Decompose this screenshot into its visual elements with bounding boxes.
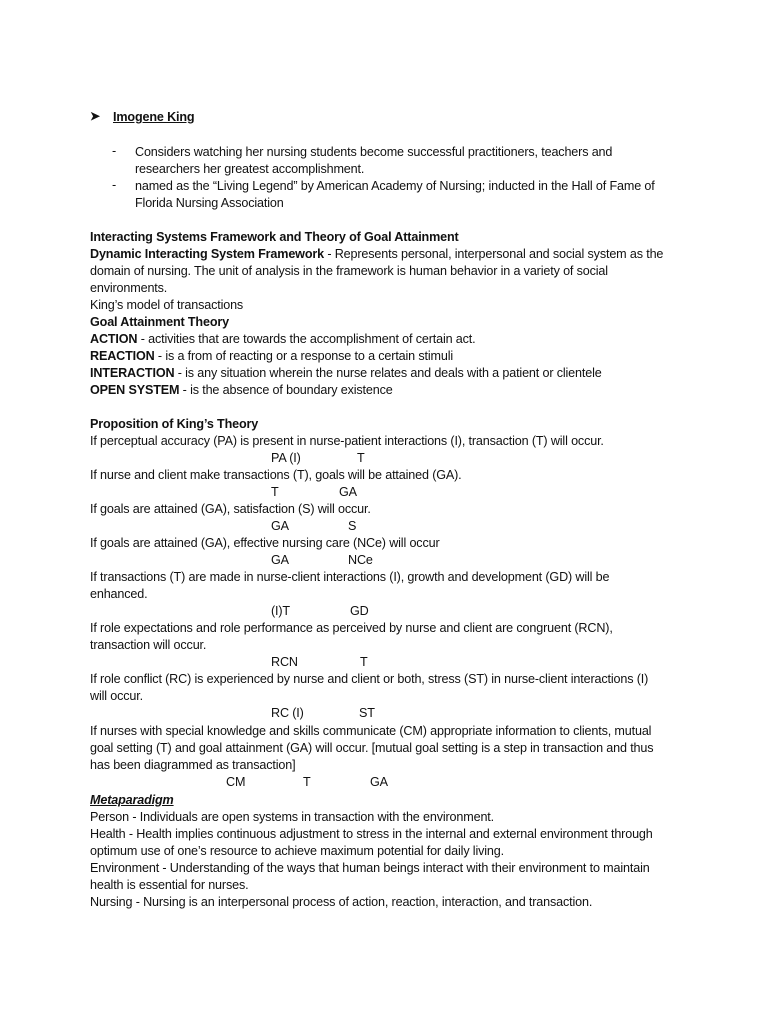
proposition-symbol: GA [271, 553, 289, 567]
metaparadigm-line: Person - Individuals are open systems in transaction with the environment. [90, 810, 495, 824]
term-definition: - activities that are towards the accomplishment of certain act. [137, 332, 476, 346]
proposition-line: If nurse and client make transactions (T), goals will be attained (GA). [90, 468, 462, 482]
proposition-symbol: T [271, 485, 279, 499]
term-definition: - is the absence of boundary existence [179, 383, 393, 397]
term-label: OPEN SYSTEM [90, 383, 180, 397]
metaparadigm-line: Nursing - Nursing is an interpersonal process of action, reaction, interaction, and transaction. [90, 895, 593, 909]
metaparadigm-line: optimum use of one’s resource to achieve maximum potential for daily living. [90, 844, 504, 858]
metaparadigm-line: Environment - Understanding of the ways that human beings interact with their environment to maintain [90, 861, 650, 875]
proposition-line: If goals are attained (GA), satisfaction (S) will occur. [90, 502, 371, 516]
proposition-symbol: CM [226, 775, 246, 789]
term-definition: - is any situation wherein the nurse relates and deals with a patient or clientele [174, 366, 602, 380]
proposition-symbol: RC (I) [271, 706, 304, 720]
proposition-symbol: GA [370, 775, 388, 789]
dash-bullet: - [112, 178, 117, 192]
proposition-line: If nurses with special knowledge and skills communicate (CM) appropriate information to clients, mutual [90, 724, 652, 738]
proposition-symbol: RCN [271, 655, 298, 669]
term-line [90, 365, 602, 382]
proposition-symbol: (I)T [271, 604, 290, 618]
term-definition: - Represents personal, interpersonal and social system as the [323, 247, 664, 261]
paragraph-line: King’s model of transactions [90, 298, 244, 312]
goal-theory-title: Goal Attainment Theory [90, 315, 229, 329]
proposition-line: transaction will occur. [90, 638, 207, 652]
proposition-line: If transactions (T) are made in nurse-client interactions (I), growth and development (GD) will be [90, 570, 610, 584]
propositions-title: Proposition of King’s Theory [90, 417, 259, 431]
dynamic-framework-line [90, 246, 663, 263]
term-label: REACTION [90, 349, 155, 363]
framework-title: Interacting Systems Framework and Theory of Goal Attainment [90, 230, 459, 244]
proposition-symbol: T [357, 451, 365, 465]
proposition-line: goal setting (T) and goal attainment (GA) will occur. [mutual goal setting is a step in transaction and thus [90, 741, 654, 755]
metaparadigm-title: Metaparadigm [90, 793, 174, 807]
proposition-symbol: S [348, 519, 357, 533]
term-label: ACTION [90, 332, 138, 346]
proposition-line: has been diagrammed as transaction] [90, 758, 296, 772]
term-definition: - is a from of reacting or a response to a certain stimuli [154, 349, 454, 363]
proposition-symbol: GA [271, 519, 289, 533]
metaparadigm-line: Health - Health implies continuous adjustment to stress in the internal and external environment through [90, 827, 653, 841]
proposition-symbol: T [360, 655, 368, 669]
proposition-line: will occur. [90, 689, 143, 703]
term-line [90, 348, 453, 365]
proposition-line: If role conflict (RC) is experienced by nurse and client or both, stress (ST) in nurse-client interactions (I) [90, 672, 649, 686]
paragraph-line: environments. [90, 281, 168, 295]
metaparadigm-line: health is essential for nurses. [90, 878, 249, 892]
term-line [90, 382, 393, 399]
bio-line: Considers watching her nursing students become successful practitioners, teachers and [135, 145, 613, 159]
proposition-symbol: NCe [348, 553, 373, 567]
section-heading: Imogene King [113, 110, 195, 124]
dash-bullet: - [112, 144, 117, 158]
bio-line: researchers her greatest accomplishment. [135, 162, 365, 176]
proposition-line: enhanced. [90, 587, 148, 601]
proposition-symbol: T [303, 775, 311, 789]
proposition-symbol: GA [339, 485, 357, 499]
proposition-line: If goals are attained (GA), effective nursing care (NCe) will occur [90, 536, 440, 550]
proposition-symbol: GD [350, 604, 369, 618]
bio-line: named as the “Living Legend” by American Academy of Nursing; inducted in the Hall of Fame of [135, 179, 655, 193]
paragraph-line: domain of nursing. The unit of analysis in the framework is human behavior in a variety of social [90, 264, 608, 278]
proposition-symbol: PA (I) [271, 451, 301, 465]
arrow-bullet-icon: ➤ [90, 109, 100, 123]
term-label: Dynamic Interacting System Framework [90, 247, 324, 261]
proposition-line: If perceptual accuracy (PA) is present in nurse-patient interactions (I), transaction (T) will occur. [90, 434, 604, 448]
proposition-symbol: ST [359, 706, 375, 720]
term-line [90, 331, 476, 348]
proposition-line: If role expectations and role performance as perceived by nurse and client are congruent (RCN), [90, 621, 613, 635]
bio-line: Florida Nursing Association [135, 196, 284, 210]
term-label: INTERACTION [90, 366, 175, 380]
